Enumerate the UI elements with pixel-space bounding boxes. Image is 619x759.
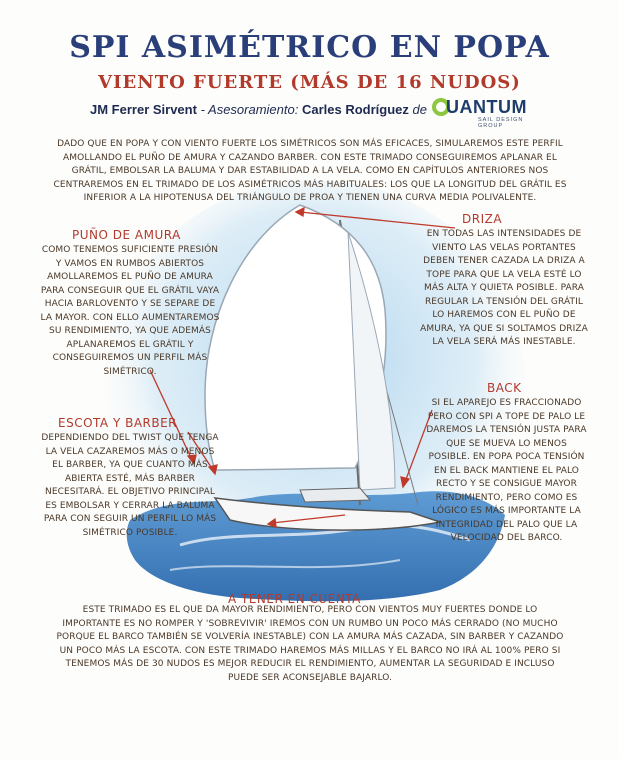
author-name: JM Ferrer Sirvent xyxy=(90,102,197,117)
text-escota-y-barber: DEPENDIENDO DEL TWIST QUE TENGA LA VELA CAZAREMOS MÁS O MENOS EL BARBER, YA QUE CUANTO MÁS ABIERTA ESTÉ, MÁS BARBER NECESITARÁ. EL OBJETIVO PRINCIPAL ES EMBOLSAR Y CERRAR LA BALUMA PARA CON SEGUIR UN PERFIL LO MÁS SIMÉTRICO POSIBLE. xyxy=(41,433,219,538)
heading-escota-y-barber: ESCOTA Y BARBER xyxy=(58,416,178,430)
text-driza: EN TODAS LAS INTENSIDADES DE VIENTO LAS VELAS PORTANTES DEBEN TENER CAZADA LA DRIZA A TOPE PARA QUE LA VELA ESTÉ LO MÁS ALTA Y QUIETA POSIBLE. PARA REGULAR LA TENSIÓN DEL GRÁTIL LO HAREMOS CON EL PUÑO DE AMURA, YA QUE SI SOLTAMOS DRIZA LA VELA SERÁ MÁS INESTABLE. xyxy=(420,229,588,347)
intro-paragraph: DADO QUE EN POPA Y CON VIENTO FUERTE LOS SIMÉTRICOS SON MÁS EFICACES, SIMULAREMOS ESTE PERFIL AMOLLANDO EL PUÑO DE AMURA Y CAZANDO BARBER. CON ESTE TRIMADO CONSEGUIREMOS APLANAR EL GRÁTIL, EMBOLSAR LA BALUMA Y DAR ESTABILIDAD A LA VELA. COMO EN CAPÍTULOS ANTERIORES NOS CENTRAREMOS EN EL TRIMADO DE LOS ASIMÉTRICOS MÁS HABITUALES: LOS QUE LA LONGITUD DEL GRÁTIL ES INFERIOR A LA HIPOTENUSA DEL TRIÁNGULO DE PROA Y TIENEN UNA CURVA MEDIA POLIVALENTE. xyxy=(53,139,567,203)
text-a-tener-en-cuenta: ESTE TRIMADO ES EL QUE DA MAYOR RENDIMIENTO, PERO CON VIENTOS MUY FUERTES DONDE LO IMPORTANTE ES NO ROMPER Y 'SOBREVIVIR' IREMOS CON UN RUMBO UN POCO MÁS CERRADO (NO MUCHO PORQUE EL BARCO TAMBIÉN SE VOLVERÍA INESTABLE) CON LA AMURA MÁS CAZADA, SIN BARBER Y CAZANDO UN POCO MÁS LA ESCOTA. CON ESTE TRIMADO HAREMOS MÁS MILLAS Y EL BARCO NO IRÁ AL 100% PERO SI TENEMOS MÁS DE 30 NUDOS ES MEJOR REDUCIR EL RENDIMIENTO, AUMENTAR LA SEGURIDAD E INCLUSO PUEDE SER ACONSEJABLE BAJARLO. xyxy=(56,605,564,683)
heading-a-tener-en-cuenta: A TENER EN CUENTA xyxy=(228,592,361,606)
logo-tagline: SAIL DESIGN GROUP xyxy=(478,117,524,129)
advisor-name: Carles Rodríguez xyxy=(301,102,409,117)
boat-cabin xyxy=(300,488,370,502)
advice-prefix: - Asesoramiento: xyxy=(200,102,299,117)
page-title: SPI ASIMÉTRICO EN POPA xyxy=(69,30,550,65)
quantum-logo xyxy=(432,97,528,131)
advisor-suffix: de xyxy=(412,102,427,117)
heading-back: BACK xyxy=(487,381,522,395)
heading-puno-de-amura: PUÑO DE AMURA xyxy=(72,228,181,242)
text-back: SI EL APAREJO ES FRACCIONADO PERO CON SPI A TOPE DE PALO LE DAREMOS LA TENSIÓN JUSTA PARA QUE SE MUEVA LO MENOS POSIBLE. EN POPA POCA TENSIÓN EN EL BACK MANTIENE EL PALO RECTO Y SE CONSIGUE MAYOR RENDIMIENTO, PERO COMO ES LÓGICO ES MÁS IMPORTANTE LA INTEGRIDAD DEL PALO QUE LA VELOCIDAD DEL BARCO. xyxy=(426,398,587,543)
logo-wordmark: UANTUM xyxy=(446,97,527,117)
text-puno-de-amura: COMO TENEMOS SUFICIENTE PRESIÓN Y VAMOS EN RUMBOS ABIERTOS AMOLLAREMOS EL PUÑO DE AMURA PARA CONSEGUIR QUE EL GRÁTIL VAYA HACIA BARLOVENTO Y SE SEPARE DE LA MAYOR. CON ELLO AUMENTAREMOS SU RENDIMIENTO, YA QUE ADEMÁS APLANAREMOS EL GRÁTIL Y CONSEGUIREMOS UN PERFIL MÁS SIMÉTRICO. xyxy=(40,245,220,377)
page-subtitle: VIENTO FUERTE (MÁS DE 16 NUDOS) xyxy=(98,72,521,93)
heading-driza: DRIZA xyxy=(462,212,503,226)
credits-line xyxy=(90,102,427,117)
